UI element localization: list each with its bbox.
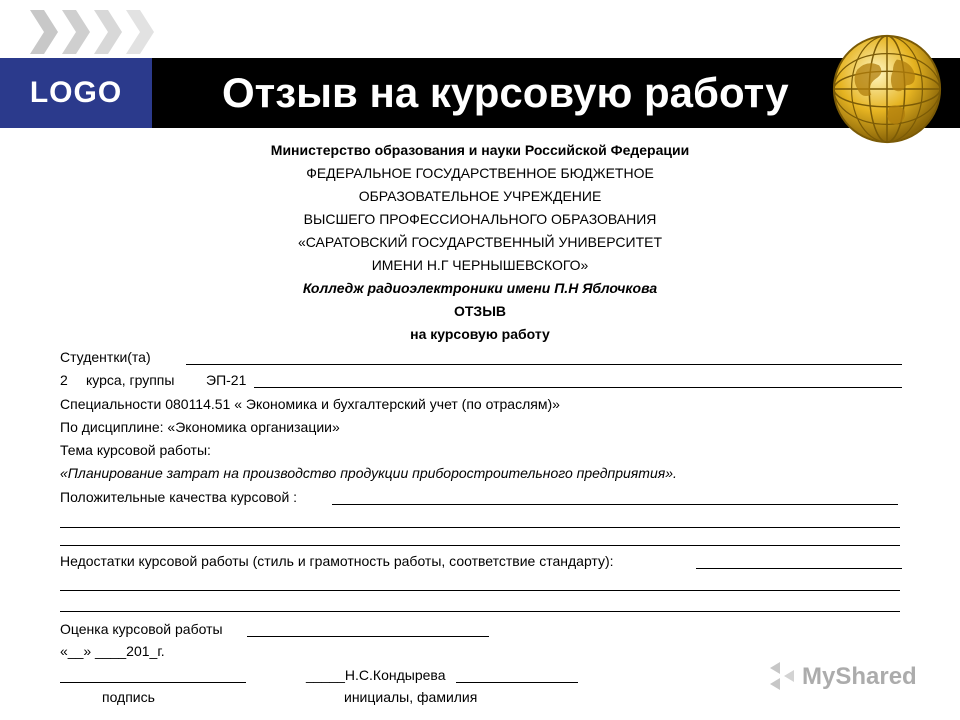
date-line: «__» ____201_г.	[60, 643, 165, 659]
name-caption: инициалы, фамилия	[344, 689, 478, 705]
shortcomings-blank-2	[60, 590, 900, 591]
org-line-3: ВЫСШЕГО ПРОФЕССИОНАЛЬНОГО ОБРАЗОВАНИЯ	[303, 211, 657, 227]
shortcomings-label: Недостатки курсовой работы (стиль и грамотность работы, соответствие стандарту):	[60, 553, 614, 569]
org-line-2: ОБРАЗОВАТЕЛЬНОЕ УЧРЕЖДЕНИЕ	[358, 188, 602, 204]
myshared-watermark	[766, 656, 936, 696]
grade-blank	[247, 636, 489, 637]
discipline-line: По дисциплине: «Экономика организации»	[60, 419, 340, 435]
chevron-decoration-icon	[30, 10, 160, 54]
globe-icon	[828, 30, 946, 148]
watermark-logo-icon	[770, 662, 794, 690]
signature-caption: подпись	[102, 689, 155, 705]
org-line-5: ИМЕНИ Н.Г ЧЕРНЫШЕВСКОГО»	[371, 257, 589, 273]
specialty-line: Специальности 080114.51 « Экономика и бухгалтерский учет (по отраслям)»	[60, 396, 560, 412]
doc-type: ОТЗЫВ	[453, 303, 507, 319]
positive-label: Положительные качества курсовой :	[60, 489, 298, 505]
college-line: Колледж радиоэлектроники имени П.Н Яблочкова	[302, 280, 658, 296]
watermark-text: MyShared	[802, 663, 917, 690]
doc-subtitle: на курсовую работу	[410, 326, 550, 342]
signer-blank	[456, 682, 578, 683]
grade-label: Оценка курсовой работы	[60, 621, 223, 637]
shortcomings-blank-3	[60, 611, 900, 612]
course-group-label: курса, группы	[86, 372, 175, 388]
ministry-line: Министерство образования и науки Российской Федерации	[270, 142, 690, 158]
logo	[0, 58, 152, 128]
org-line-1: ФЕДЕРАЛЬНОЕ ГОСУДАРСТВЕННОЕ БЮДЖЕТНОЕ	[306, 165, 654, 181]
group-blank	[254, 387, 902, 388]
logo-label: LOGO	[29, 76, 123, 109]
org-line-4: «САРАТОВСКИЙ ГОСУДАРСТВЕННЫЙ УНИВЕРСИТЕТ	[297, 234, 663, 250]
topic-label: Тема курсовой работы:	[60, 442, 211, 458]
shortcomings-blank-1	[696, 568, 902, 569]
page-title: Отзыв на курсовую работу	[222, 69, 789, 116]
course-number: 2	[60, 372, 68, 388]
student-blank	[186, 364, 902, 365]
signer-name: _____Н.С.Кондырева	[306, 667, 446, 683]
positive-blank-3	[60, 545, 900, 546]
signature-blank	[60, 682, 246, 683]
topic-text: «Планирование затрат на производство продукции приборостроительного предприятия».	[60, 465, 677, 481]
group-value: ЭП-21	[206, 372, 247, 388]
student-label: Студентки(та)	[60, 349, 151, 365]
positive-blank-2	[60, 527, 900, 528]
positive-blank-1	[332, 504, 898, 505]
